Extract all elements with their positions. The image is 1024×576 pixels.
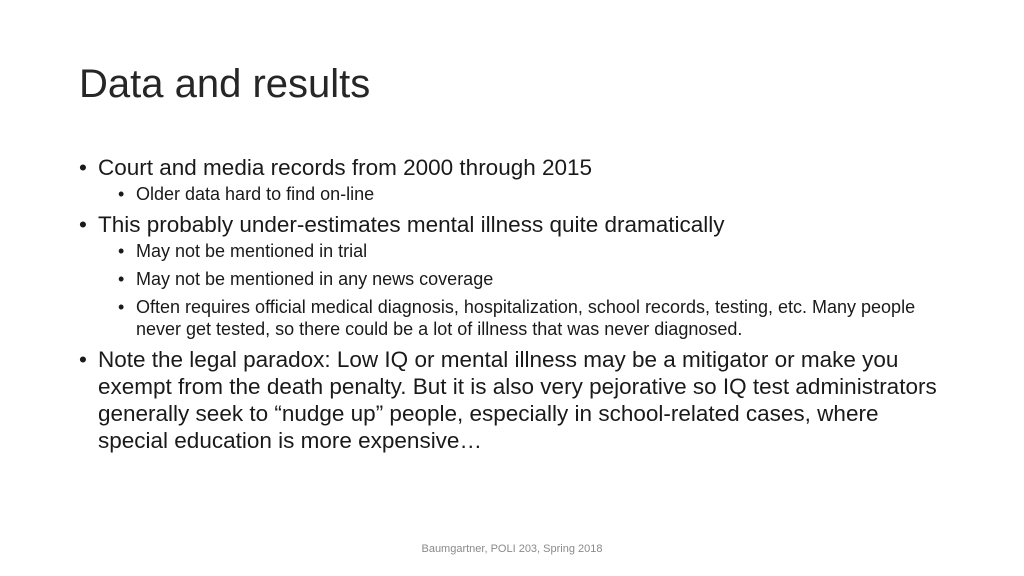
sub-bullet-item bbox=[118, 296, 949, 340]
bullet-icon: • bbox=[118, 184, 125, 204]
sub-bullet-item bbox=[118, 183, 949, 205]
bullet-icon: • bbox=[79, 155, 87, 180]
bullet-icon: • bbox=[118, 269, 125, 289]
bullet-icon: • bbox=[79, 212, 87, 237]
bullet-text: This probably under-estimates mental illness quite dramatically bbox=[98, 212, 725, 237]
sub-bullet-text: Older data hard to find on-line bbox=[136, 184, 375, 204]
sub-bullet-item bbox=[118, 268, 949, 290]
bullet-icon: • bbox=[79, 347, 87, 372]
sub-bullet-item bbox=[118, 240, 949, 262]
sub-bullet-text: Often requires official medical diagnosis, hospitalization, school records, testing, etc. Many people never get tested, so there could be a lot of illness that was never diagnosed. bbox=[136, 297, 916, 339]
sub-bullet-text: May not be mentioned in any news coverage bbox=[136, 269, 494, 289]
bullet-item-2 bbox=[79, 211, 949, 238]
sub-bullet-text: May not be mentioned in trial bbox=[136, 241, 368, 261]
bullet-text: Note the legal paradox: Low IQ or mental illness may be a mitigator or make you exempt from the death penalty. But it is also very pejorative so IQ test administrators generally seek to “nudge up” people, especially in school-related cases, where special education is more expensive… bbox=[98, 347, 937, 453]
bullet-item-3 bbox=[79, 346, 949, 454]
bullet-list bbox=[79, 154, 949, 456]
bullet-icon: • bbox=[118, 297, 125, 317]
bullet-text: Court and media records from 2000 through 2015 bbox=[98, 155, 593, 180]
slide-footer: Baumgartner, POLI 203, Spring 2018 bbox=[421, 543, 603, 555]
bullet-icon: • bbox=[118, 241, 125, 261]
bullet-item-1 bbox=[79, 154, 949, 181]
slide-title: Data and results bbox=[79, 62, 371, 106]
